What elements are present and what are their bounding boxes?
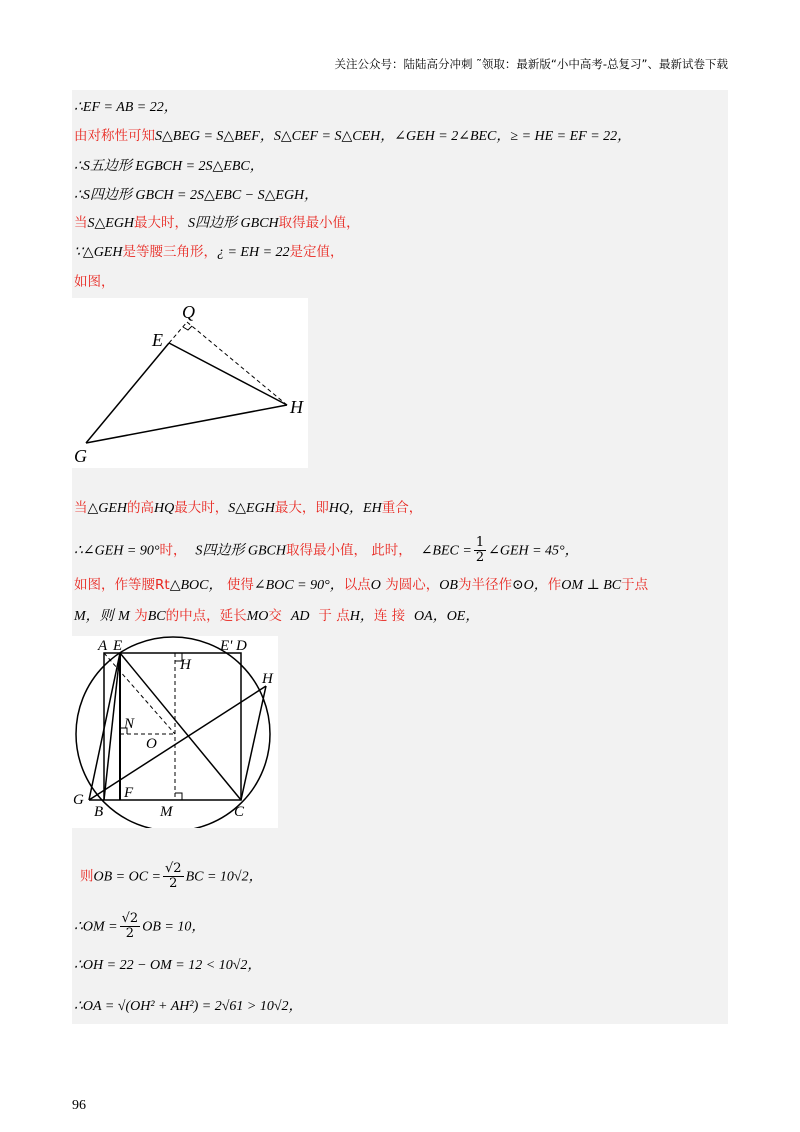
segment-qh-dashed — [187, 322, 287, 405]
solution-line-5 — [74, 213, 360, 234]
math-tri-geh-2: △GEH — [87, 501, 128, 516]
text-at-point: 于点 — [621, 577, 649, 593]
math-oa-oe: OA，OE， — [414, 609, 480, 624]
right-angle-mark — [183, 326, 192, 330]
segment-eb — [104, 653, 120, 800]
math-hq-eh: HQ，EH — [328, 501, 382, 516]
text-min-at: 取得最小值， 此时， — [286, 542, 412, 559]
fraction-sqrt2-over-2 — [163, 862, 184, 891]
text-then: 则 — [80, 868, 94, 885]
fraction-sqrt2-over-2-b — [120, 912, 141, 941]
label-e: E — [152, 330, 163, 350]
segment-eh — [169, 343, 287, 405]
right-angle-m — [175, 793, 182, 800]
text-height: 的高 — [127, 500, 155, 516]
math-bec: ∠BEC = — [420, 543, 472, 559]
page-number: 96 — [72, 1098, 86, 1113]
fraction-numerator: √2 — [121, 911, 139, 926]
math-circle-o: ⊙O， — [511, 578, 548, 593]
math-s-gbch-2: S四边形 GBCH — [195, 543, 286, 559]
solution-line-1 — [74, 97, 178, 118]
label-m: M — [160, 804, 173, 820]
solution-line-11 — [74, 606, 479, 627]
solution-line-6 — [74, 242, 344, 263]
text-fixed: 是定值， — [289, 244, 344, 260]
label-a: A — [98, 638, 108, 654]
math-eh-22: ¿ = EH = 22 — [216, 245, 290, 260]
text-at-point-2: 于 点 — [318, 608, 350, 624]
math-h: H， — [349, 609, 374, 624]
text-isosceles: 是等腰三角形， — [122, 244, 217, 260]
math-oh: ∴OH = 22 − OM = 12 < 10√2， — [74, 958, 262, 973]
equation-pentagon-area: ∴S五边形 EGBCH = 2S△EBC， — [74, 159, 264, 174]
label-f: F — [124, 785, 134, 801]
text-when-2: 当 — [74, 500, 88, 516]
math-geh-45: ∠GEH = 45°， — [488, 543, 579, 559]
segment-ao-dashed — [104, 653, 175, 734]
text-draw: 作 — [547, 577, 562, 593]
solution-line-14 — [74, 955, 261, 976]
equation-ef-ab: ∴EF = AB = 22， — [74, 100, 178, 115]
text-as-shown: 如图， — [74, 274, 115, 290]
text-such-that: 使得 — [226, 577, 254, 593]
math-m: M — [118, 609, 130, 624]
math-boc: △BOC， — [169, 578, 223, 593]
label-o: O — [146, 736, 157, 752]
math-o: O — [370, 578, 381, 593]
segment-gh — [86, 405, 287, 443]
solution-line-15 — [74, 996, 303, 1017]
segment-eq-dashed — [169, 322, 187, 343]
math-om-eq: ∴OM = — [74, 919, 118, 935]
solution-line-3 — [74, 156, 264, 177]
math-ob: OB — [439, 578, 458, 593]
text-meets: 交 — [268, 608, 282, 624]
fraction-half — [474, 536, 486, 565]
math-hq: HQ — [154, 501, 175, 516]
solution-line-13 — [74, 912, 205, 941]
solution-line-10 — [74, 575, 648, 596]
math-geh-90: ∴∠GEH = 90° — [74, 543, 160, 559]
text-midpoint: 的中点，延长 — [165, 608, 247, 624]
solution-line-4 — [74, 185, 318, 206]
label-g: G — [73, 792, 84, 808]
label-c: C — [234, 804, 245, 820]
page-header: 关注公众号：陆陆高分冲刺 ˜领取：最新版“小中高考-总复习”、最新试卷下载 — [334, 57, 728, 71]
math-ob-oc: OB = OC = — [93, 869, 162, 885]
label-q: Q — [182, 302, 195, 322]
solution-line-12 — [80, 862, 263, 891]
label-e-prime: E' — [220, 638, 233, 654]
math-bc: BC — [147, 609, 166, 624]
label-e: E — [113, 638, 123, 654]
text-time: 时， — [159, 542, 187, 559]
segment-hc — [241, 686, 266, 800]
label-h-outer: H — [262, 671, 273, 687]
text-construct: 如图，作等腰Rt — [74, 577, 170, 593]
text-max-2: 最大时， — [174, 500, 229, 516]
fraction-denominator: 2 — [169, 876, 178, 891]
text-max-ie: 最大，即 — [274, 500, 329, 516]
math-tri-geh: △GEH — [82, 245, 123, 260]
triangle-geh-figure — [72, 298, 308, 468]
math-m-then: M，则 — [74, 609, 114, 624]
math-mo: MO — [246, 609, 269, 624]
text-point: 以点 — [343, 577, 371, 593]
segment-ec — [120, 653, 241, 800]
fraction-numerator: 1 — [475, 535, 485, 550]
label-n: N — [124, 716, 135, 732]
label-h-top: H — [180, 657, 191, 673]
solution-line-9 — [74, 536, 579, 565]
math-om-bc: OM ⊥ BC — [561, 578, 622, 593]
label-h: H — [290, 397, 303, 417]
label-b: B — [94, 804, 104, 820]
equation-symmetry: S△BEG = S△BEF，S△CEF = S△CEH，∠GEH = 2∠BEC，≥ = HE = EF = 22， — [155, 129, 632, 144]
math-ad: AD — [290, 609, 310, 624]
fraction-denominator: 2 — [125, 926, 135, 941]
fraction-denominator: 2 — [475, 550, 485, 565]
text-symmetry: 由对称性可知 — [74, 128, 155, 144]
equation-quad-area: ∴S四边形 GBCH = 2S△EBC − S△EGH， — [74, 188, 319, 203]
math-ob-10: OB = 10， — [142, 919, 206, 935]
solution-line-7 — [74, 272, 115, 292]
text-coincide: 重合， — [381, 500, 423, 516]
solution-line-2 — [74, 126, 631, 147]
segment-gh — [89, 686, 266, 800]
text-radius: 为半径作 — [457, 577, 512, 593]
math-boc-90: ∠BOC = 90°， — [253, 578, 344, 593]
text-center: 为圆心， — [385, 577, 440, 593]
text-max: 最大时， — [134, 215, 189, 231]
math-s-egh: S△EGH — [87, 216, 135, 231]
text-min: 取得最小值， — [278, 215, 360, 231]
text-connect: 连 接 — [373, 608, 406, 624]
text-is: 为 — [134, 608, 148, 624]
text-when: 当 — [74, 215, 88, 231]
math-s-egh-2: S△EGH — [228, 501, 275, 516]
segment-ge — [86, 343, 169, 443]
math-bc-value: BC = 10√2， — [185, 869, 263, 885]
fraction-numerator: √2 — [165, 861, 182, 876]
solution-line-8 — [74, 498, 422, 519]
circle-square-figure — [72, 636, 278, 828]
label-d: D — [236, 638, 247, 654]
label-g: G — [74, 446, 87, 466]
math-oa: ∴OA = √(OH² + AH²) = 2√61 > 10√2， — [74, 999, 303, 1014]
math-s-gbch: S四边形 GBCH — [188, 216, 279, 231]
math-because: ∵ — [74, 245, 83, 260]
